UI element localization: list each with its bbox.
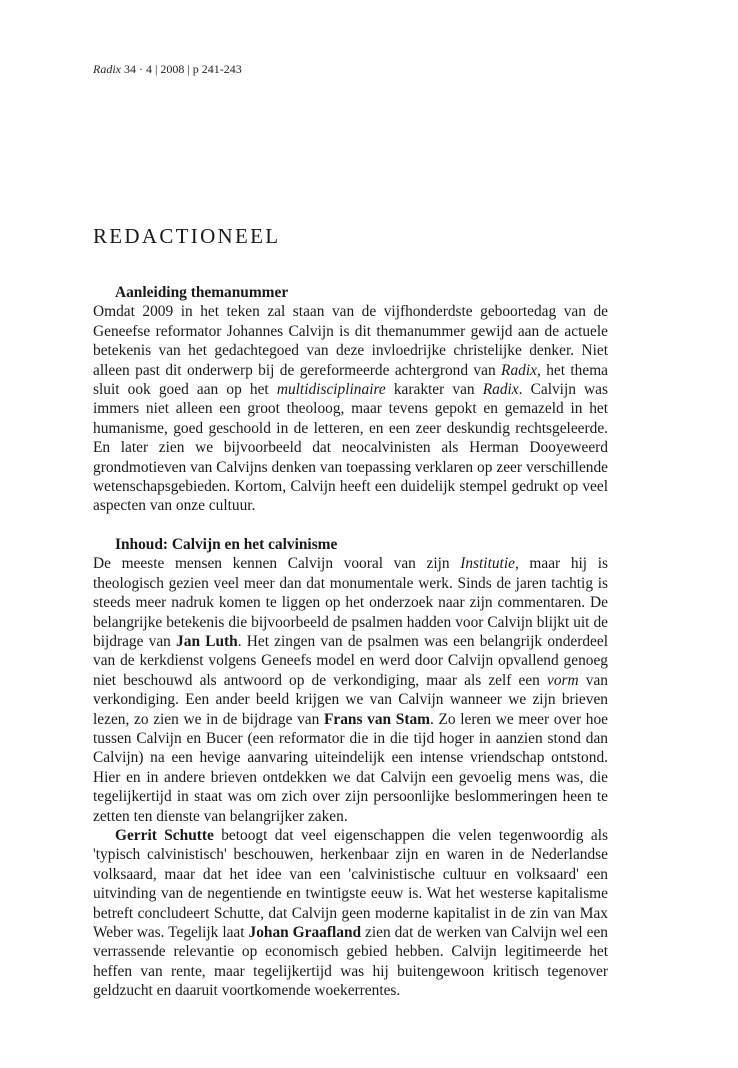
article-body	[93, 283, 608, 1001]
paragraph-inhoud-2	[93, 826, 608, 1001]
paragraph-inhoud-1	[93, 554, 608, 826]
emphasis-vorm: vorm	[547, 671, 579, 689]
text-run: . Het zingen van de psalmen was een belangrijk onderdeel van de kerkdienst volgens Geneefs model en werd door Calvijn opvallend genoeg niet beschouwd als antwoord op de verkondiging, maar als zelf een	[93, 632, 608, 689]
text-run: , maar hij is theologisch gezien veel meer dan dat monumentale werk. Sinds de jaren tachtig is steeds meer nadruk komen te liggen op het onderzoek naar zijn commentaren. De belangrijke betekenis die bijvoorbeeld de psalmen hadden voor Calvijn blijkt uit de bijdrage van	[93, 555, 608, 650]
paragraph-aanleiding	[93, 302, 608, 515]
section-heading-aanleiding: Aanleiding themanummer	[115, 284, 289, 301]
author-name: Johan Graafland	[248, 924, 362, 941]
emphasis-radix: Radix	[482, 381, 519, 399]
text-run: , het thema sluit ook goed aan op het	[93, 361, 608, 399]
emphasis-radix: Radix	[501, 361, 537, 379]
text-run: van verkondiging. Een ander beeld krijgen we van Calvijn wanneer we zijn brieven lezen, zo zien we in de bijdrage van	[93, 671, 609, 728]
emphasis-multidisciplinaire: multidisciplinaire	[276, 381, 386, 399]
citation: 34 · 4 | 2008 | p 241-243	[121, 62, 242, 76]
text-run: De meeste mensen kennen Calvijn vooral van zijn	[93, 555, 461, 573]
section-heading-inhoud: Inhoud: Calvijn en het calvinisme	[115, 535, 338, 553]
emphasis-institutie: Institutie	[460, 555, 515, 573]
text-run: Omdat 2009 in het teken zal staan van de vijfhonderdste geboortedag van de Geneefse reformator Johannes Calvijn is dit themanummer gewijd aan de actuele betekenis van het gedachtegoed van deze invloedrijke christelijke denker. Niet alleen past dit onderwerp bij de gereformeerde achtergrond van	[93, 303, 608, 379]
page-title: REDACTIONEEL	[93, 224, 281, 248]
journal-name: Radix	[93, 62, 121, 76]
author-name: Jan Luth	[176, 632, 238, 650]
text-run: betoogt dat veel eigenschappen die velen tegenwoordig als 'typisch calvinistisch' beschouwen, herkenbaar zijn en waren in de Nederlandse volksaard, maar dat het idee van een 'calvinistische cultuur en volksaard' een uitvinding van de negentiende en twintigste eeuw is. Wat het westerse kapitalisme betreft concludeert Schutte, dat Calvijn geen moderne kapitalist in de zin van Max Weber was. Tegelijk laat	[93, 826, 608, 941]
text-run: . Zo leren we meer over hoe tussen Calvijn en Bucer (een reformator die in die tijd hoger in aanzien stond dan Calvijn) na een hevige aanvaring uiteindelijk een intense vriendschap ontstond. Hier en in andere brieven ontdekken we dat Calvijn een gevoelig mens was, die tegelijkertijd in staat was om zich over zijn persoonlijke beslommeringen heen te zetten ten dienste van belangrijker zaken.	[93, 710, 608, 825]
text-run: zien dat de werken van Calvijn wel een verrassende relevantie op economisch gebied hebben. Calvijn legitimeerde het heffen van rente, maar tegelijkertijd was hij buitengewoon kritisch tegenover geldzucht en daaruit voortkomende woekerrentes.	[93, 924, 609, 1000]
text-run: karakter van	[385, 381, 483, 399]
text-run: . Calvijn was immers niet alleen een groot theoloog, maar tevens gepokt en gemazeld in het humanisme, goed geschoold in de letteren, en een zeer deskundig rechtsgeleerde. En later zien we bijvoorbeeld dat neocalvinisten als Herman Dooyeweerd grondmotieven van Calvijns denken van toepassing verklaren op zeer verschillende wetenschapsgebieden. Kortom, Calvijn heeft een duidelijk stempel gedrukt op veel aspecten van onze cultuur.	[93, 381, 608, 515]
author-name: Gerrit Schutte	[115, 826, 214, 844]
section-spacer	[93, 516, 608, 535]
running-header	[93, 62, 242, 77]
author-name: Frans van Stam	[323, 710, 430, 728]
